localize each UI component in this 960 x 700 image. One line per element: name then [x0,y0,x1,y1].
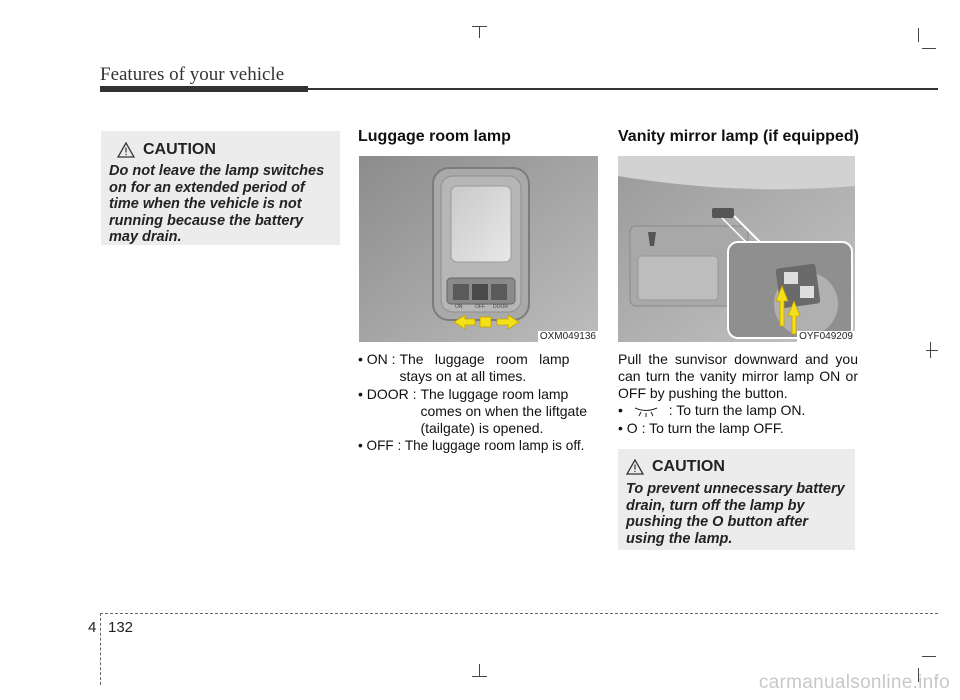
watermark: carmanualsonline.info [758,672,950,693]
footer-vertical-dash [100,613,101,685]
warning-icon [117,142,135,158]
switch-label-door: DOOR [493,304,508,310]
caution-title-text: CAUTION [143,141,216,158]
caution-title [626,458,725,476]
page-number: 132 [108,619,134,636]
photo-code: OYF049209 [799,331,853,342]
item-text: The luggage room lamp comes on when the liftgate (tailgate) is opened. [420,386,588,436]
item-key: • DOOR : [358,386,417,402]
header-tab-bar [100,86,308,92]
item-key: • ON : [358,351,396,367]
caution-box-right [618,449,855,550]
vanity-item-off: • O : To turn the lamp OFF. [618,420,784,436]
luggage-lamp-illustration [359,156,598,342]
crop-mark-bottom [479,664,480,676]
caution-text: To prevent unnecessary battery drain, turn off the lamp by pushing the O button after using the lamp. [626,481,845,547]
lamp-symbol-icon [631,405,661,417]
crop-mark-right [930,342,931,358]
crop-mark-bottom [472,676,487,677]
crop-mark-bottom-right [922,656,936,657]
warning-icon [626,459,644,475]
photo-code: OXM049136 [539,331,596,342]
vanity-lamp-photo [618,156,855,342]
luggage-item-off [358,437,606,454]
crop-mark-top [472,26,487,27]
switch-label-off: OFF [475,304,485,310]
caution-title [117,141,216,159]
running-head: Features of your vehicle [100,64,285,85]
vanity-lamp-illustration [618,156,855,342]
luggage-item-door [358,386,598,437]
crop-mark-right [926,350,938,351]
luggage-lamp-photo [359,156,598,342]
crop-mark-top-right [922,48,936,49]
item-text: The luggage room lamp is off. [404,438,585,453]
switch-label-on: ON [455,304,463,310]
bullet: • [618,402,623,418]
crop-mark-top [479,26,480,38]
caution-title-text: CAUTION [652,458,725,475]
caution-text: Do not leave the lamp switches on for an extended period of time when the vehicle is not running because the battery may drain. [109,163,325,245]
luggage-item-on [358,351,598,385]
section-title-vanity: Vanity mirror lamp (if equipped) [618,128,859,145]
caution-box-left [101,131,340,245]
item-text: The luggage room lamp stays on at all times. [399,351,570,384]
item-key: • OFF : [358,438,402,453]
chapter-number: 4 [88,619,97,636]
crop-mark-top-right [918,28,919,42]
vanity-item-on [618,402,858,419]
item-text: : To turn the lamp ON. [668,402,806,418]
section-title-luggage: Luggage room lamp [358,128,511,145]
footer-rule [100,613,938,614]
vanity-intro: Pull the sunvisor downward and you can turn the vanity mirror lamp ON or OFF by pushing the button. [618,351,858,401]
